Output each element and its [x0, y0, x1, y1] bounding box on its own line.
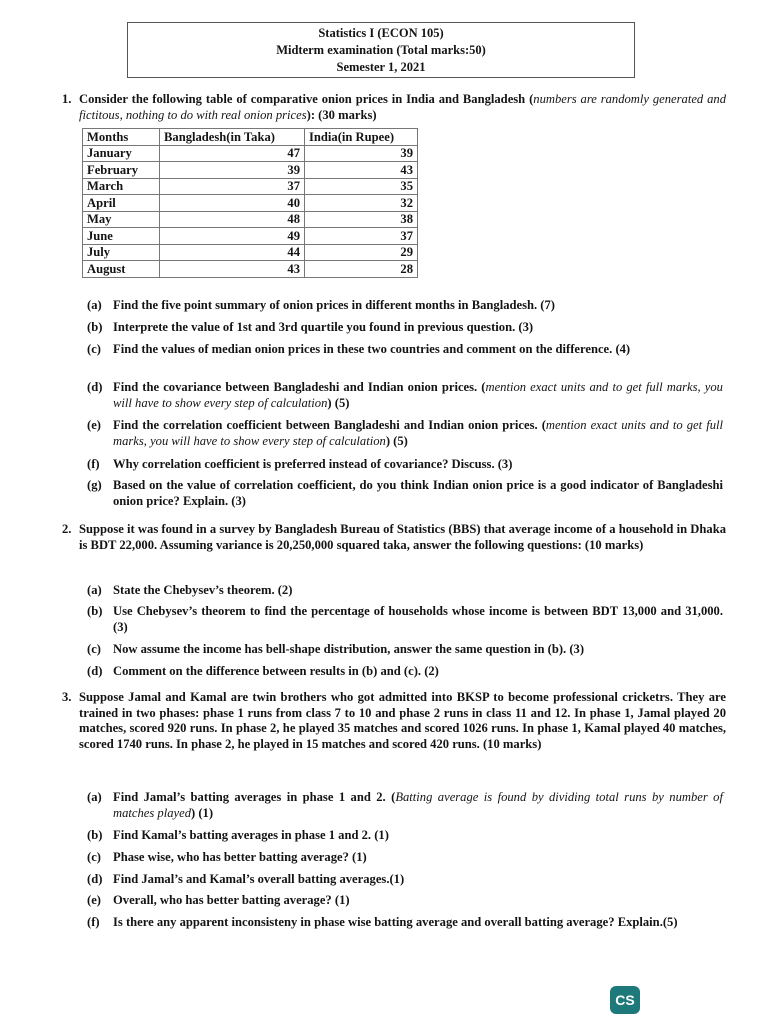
question-part: (g) Based on the value of correlation coefficient, do you think Indian onion price is a good indicator of Bangladeshi onion price? Explain. (3): [87, 478, 723, 508]
bangladesh-price-cell: 48: [160, 211, 305, 228]
table-row: [83, 211, 418, 228]
india-price-cell: 28: [305, 261, 418, 278]
india-price-cell: 43: [305, 162, 418, 179]
question-part: (b) Interprete the value of 1st and 3rd quartile you found in previous question. (3): [87, 320, 534, 334]
table-row: [83, 162, 418, 179]
question-part: (d) Find the covariance between Bangladeshi and Indian onion prices. (mention exact units and to get full marks, you will have to show every step of calculation) (5): [87, 380, 723, 410]
bangladesh-price-cell: 44: [160, 244, 305, 261]
india-price-cell: 35: [305, 178, 418, 195]
question-part: (c) Now assume the income has bell-shape distribution, answer the same question in (b). (3): [87, 642, 585, 656]
onion-price-table: [82, 128, 418, 278]
question-part: (e) Overall, who has better batting average? (1): [87, 893, 350, 907]
month-cell: June: [83, 228, 160, 245]
column-header: Bangladesh(in Taka): [160, 129, 305, 146]
month-cell: January: [83, 145, 160, 162]
question-number: 1.: [62, 92, 72, 106]
question-2: 2. Suppose it was found in a survey by Bangladesh Bureau of Statistics (BBS) that average income of a household in Dhaka is BDT 22,000. Assuming variance is 20,250,000 squared taka, answer the following questions: (10 marks): [62, 522, 726, 552]
column-header: India(in Rupee): [305, 129, 418, 146]
bangladesh-price-cell: 47: [160, 145, 305, 162]
bangladesh-price-cell: 49: [160, 228, 305, 245]
india-price-cell: 32: [305, 195, 418, 212]
question-part: (e) Find the correlation coefficient between Bangladeshi and Indian onion prices. (mention exact units and to get full marks, you will have to show every step of calculation) (5): [87, 418, 724, 448]
exam-header: [127, 22, 635, 78]
question-part: (f) Is there any apparent inconsisteny in phase wise batting average and overall batting average? Explain.(5): [87, 915, 678, 929]
question-note: numbers are randomly generated and fictitous, nothing to do with real onion prices: [79, 92, 726, 122]
question-part: (c) Find the values of median onion prices in these two countries and comment on the difference. (4): [87, 342, 631, 356]
question-part: (b) Find Kamal’s batting averages in phase 1 and 2. (1): [87, 828, 389, 842]
india-price-cell: 38: [305, 211, 418, 228]
question-part: (c) Phase wise, who has better batting average? (1): [87, 850, 367, 864]
month-cell: May: [83, 211, 160, 228]
table-row: [83, 261, 418, 278]
column-header: Months: [83, 129, 160, 146]
table-header-row: [83, 129, 418, 146]
question-part: (f) Why correlation coefficient is preferred instead of covariance? Discuss. (3): [87, 457, 513, 471]
month-cell: April: [83, 195, 160, 212]
table-row: [83, 178, 418, 195]
bangladesh-price-cell: 37: [160, 178, 305, 195]
question-number: 2.: [62, 522, 72, 536]
table-row: [83, 145, 418, 162]
month-cell: March: [83, 178, 160, 195]
course-title: Statistics I (ECON 105): [318, 26, 444, 40]
question-number: 3.: [62, 690, 72, 704]
table-row: [83, 195, 418, 212]
india-price-cell: 39: [305, 145, 418, 162]
camscanner-logo: CS: [610, 986, 640, 1014]
india-price-cell: 37: [305, 228, 418, 245]
month-cell: August: [83, 261, 160, 278]
table-row: [83, 244, 418, 261]
question-part: (d) Find Jamal’s and Kamal’s overall batting averages.(1): [87, 872, 405, 886]
question-part: (d) Comment on the difference between results in (b) and (c). (2): [87, 664, 439, 678]
month-cell: February: [83, 162, 160, 179]
semester-label: Semester 1, 2021: [336, 60, 426, 74]
month-cell: July: [83, 244, 160, 261]
table-row: [83, 228, 418, 245]
exam-title: Midterm examination (Total marks:50): [276, 43, 486, 57]
question-part: (a) Find Jamal’s batting averages in phase 1 and 2. (Batting average is found by dividing total runs by number of matches played) (1): [87, 790, 723, 820]
bangladesh-price-cell: 43: [160, 261, 305, 278]
bangladesh-price-cell: 39: [160, 162, 305, 179]
question-part: (a) Find the five point summary of onion prices in different months in Bangladesh. (7): [87, 298, 555, 312]
question-part: (b) Use Chebysev’s theorem to find the percentage of households whose income is between BDT 13,000 and 31,000. (3): [87, 604, 723, 634]
question-part: (a) State the Chebysev’s theorem. (2): [87, 583, 293, 597]
question-3: 3. Suppose Jamal and Kamal are twin brothers who got admitted into BKSP to become professional cricketrs. They are trained in two phases: phase 1 runs from class 7 to 10 and phase 2 runs in class 11 and 12. In phase 1, Jamal played 20 matches, scored 920 runs. In phase 2, he played 35 matches and scored 1026 runs. In phase 1, Kamal played 40 matches, scored 1740 runs. In phase 2, he played in 15 matches and scored 420 runs. (10 marks): [62, 690, 726, 751]
india-price-cell: 29: [305, 244, 418, 261]
bangladesh-price-cell: 40: [160, 195, 305, 212]
question-1: 1. Consider the following table of comparative onion prices in India and Bangladesh (numbers are randomly generated and fictitous, nothing to do with real onion prices): (30 marks): [62, 92, 726, 122]
